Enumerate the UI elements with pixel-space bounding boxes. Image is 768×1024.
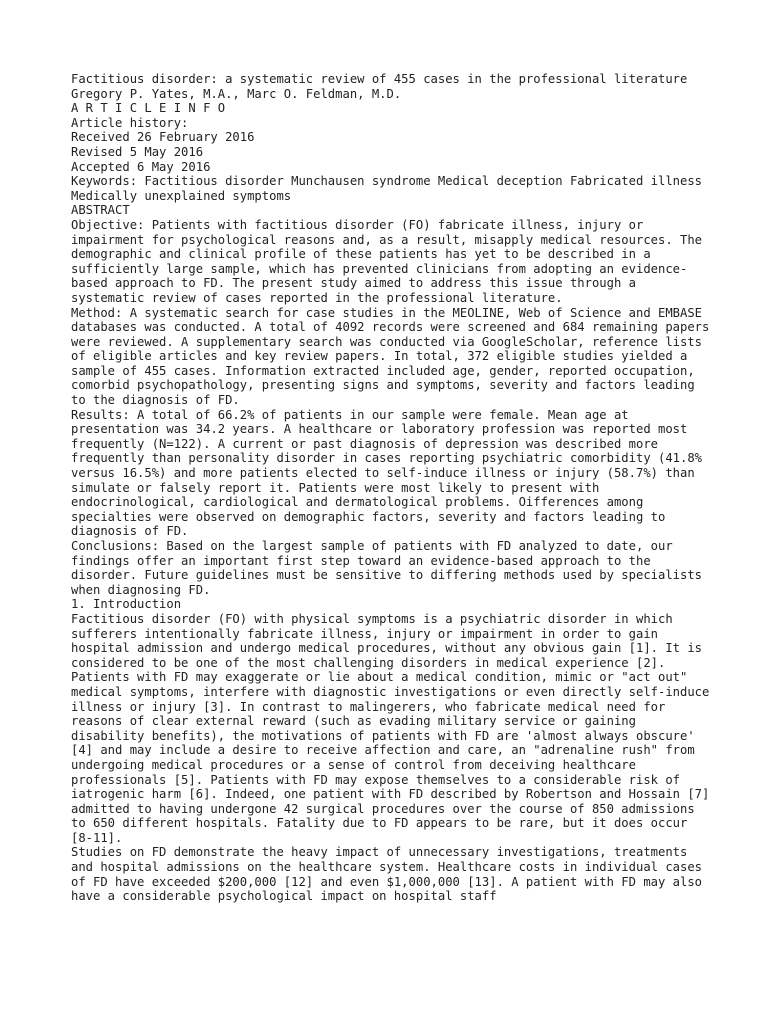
- introduction-paragraph-2: Studies on FD demonstrate the heavy impact of unnecessary investigations, treatments and hospital admissions on the healthcare system. Healthcare costs in individual cases of FD have exceeded $200,000 [12] and even $1,000,000 [13]. A patient with FD may also have a considerable psychological impact on hospital staff: [71, 845, 710, 904]
- article-authors: Gregory P. Yates, M.A., Marc O. Feldman, M.D.: [71, 86, 402, 101]
- abstract-results: Results: A total of 66.2% of patients in our sample were female. Mean age at presentation was 34.2 years. A healthcare or laboratory profession was reported most frequently (N=122). A current or past diagnosis of depression was described more frequently than personality disorder in cases reporting psychiatric comorbidity (41.8% versus 16.5%) and more patients elected to self-induce illness or injury (58.7%) than simulate or falsely report it. Patients were most likely to present with endocrinological, cardiological and dermatological problems. Oifferences among specialties were observed on demographic factors, severity and factors leading to diagnosis of FD.: [71, 407, 710, 539]
- article-history-heading: Article history:: [71, 115, 189, 130]
- introduction-paragraph-1: Factitious disorder (FO) with physical symptoms is a psychiatric disorder in which sufferers intentionally fabricate illness, injury or impairment in order to gain hospital admission and undergo medical procedures, without any obvious gain [1]. It is considered to be one of the most challenging disorders in medical experience [2]. Patients with FD may exaggerate or lie about a medical condition, mimic or "act out" medical symptoms, interfere with diagnostic investigations or even directly self-induce illness or injury [3]. In contrast to malingerers, who fabricate medical need for reasons of clear external reward (such as evading military service or gaining disability benefits), the motivations of patients with FD are 'almost always obscure' [4] and may include a desire to receive affection and care, an "adrenaline rush" from undergoing medical procedures or a sense of control from deceiving healthcare professionals [5]. Patients with FD may expose themselves to a considerable risk of iatrogenic harm [6]. Indeed, one patient with FD described by Robertson and Hossain [7] admitted to having undergone 42 surgical procedures over the course of 850 admissions to 650 different hospitals. Fatality due to FD appears to be rare, but it does occur [8-11].: [71, 611, 717, 845]
- article-info-heading: A R T I C L E I N F O: [71, 101, 226, 116]
- revised-date: Revised 5 May 2016: [71, 144, 204, 159]
- abstract-method: Method: A systematic search for case studies in the MEOLINE, Web of Science and EMBASE databases was conducted. A total of 4092 records were screened and 684 remaining papers were reviewed. A supplementary search was conducted via GoogleScholar, reference lists of eligible articles and key review papers. In total, 372 eligible studies yielded a sample of 455 cases. Information extracted included age, gender, reported occupation, comorbid psychopathology, presenting signs and symptoms, severity and factors leading to the diagnosis of FD.: [71, 305, 717, 408]
- introduction-heading: 1. Introduction: [71, 597, 182, 612]
- abstract-conclusions: Conclusions: Based on the largest sample of patients with FD analyzed to date, our findings offer an important first step toward an evidence-based approach to the disorder. Future guidelines must be sensitive to differing methods used by specialists when diagnosing FD.: [71, 539, 710, 597]
- abstract-heading: ABSTRACT: [71, 203, 130, 218]
- accepted-date: Accepted 6 May 2016: [71, 159, 211, 174]
- article-title: Factitious disorder: a systematic review of 455 cases in the professional literature: [71, 72, 688, 86]
- abstract-objective: Objective: Patients with factitious disorder (FO) fabricate illness, injury or impairment for psychological reasons and, as a result, misapply medical resources. The demographic and clinical profile of these patients has yet to be described in a sufficiently large sample, which has prevented clinicians from adopting an evidence-based approach to FD. The present study aimed to address this issue through a systematic review of cases reported in the professional literature.: [71, 217, 710, 305]
- document-page: [71, 72, 717, 904]
- keywords-continued: Medically unexplained symptoms: [71, 188, 292, 203]
- received-date: Received 26 February 2016: [71, 130, 255, 145]
- keywords: Keywords: Factitious disorder Munchausen syndrome Medical deception Fabricated illness: [71, 174, 703, 189]
